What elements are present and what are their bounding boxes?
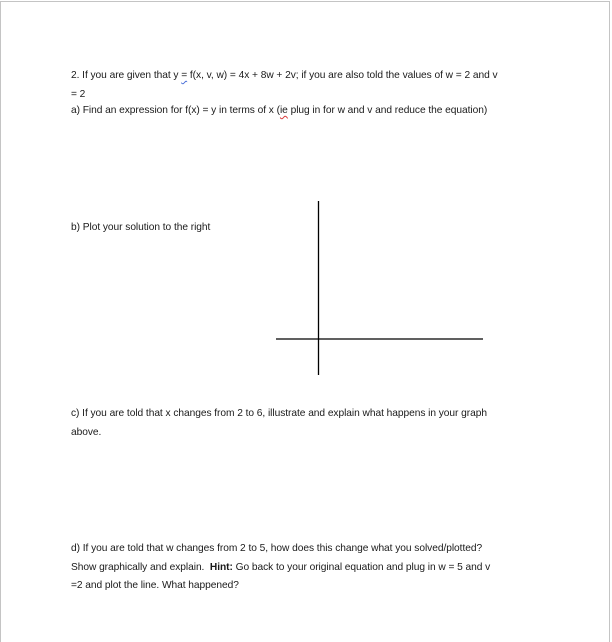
part-c: [71, 405, 541, 442]
part-b: [71, 219, 541, 238]
part-c-line-1: c) If you are told that x changes from 2 to 6, illustrate and explain what happens in your graph: [71, 408, 487, 419]
hint-label: Hint:: [209, 561, 233, 573]
spelling-flag-ie[interactable]: ie: [279, 105, 288, 116]
question-2: [71, 67, 541, 104]
part-d: [71, 540, 541, 596]
grammar-flag-equals[interactable]: =: [181, 70, 188, 81]
part-a-line: [71, 102, 541, 121]
question-2-equation: f(x, v, w) = 4x + 8w + 2v; if you are also told the values of w = 2 and v: [187, 70, 498, 81]
part-d-line-3: =2 and plot the line. What happened?: [71, 580, 239, 591]
part-a-text-after: plug in for w and v and reduce the equation): [287, 105, 488, 116]
question-2-line-2: = 2: [71, 88, 86, 100]
part-d-line-2: [71, 559, 541, 578]
part-a: [71, 102, 541, 121]
part-d-text-before-hint: Show graphically and explain.: [71, 561, 210, 573]
part-d-line-1: d) If you are told that w changes from 2 to 5, how does this change what you solved/plotted?: [71, 543, 483, 554]
question-2-prefix: 2. If you are given that y: [71, 70, 182, 81]
question-2-line-1: [71, 67, 541, 86]
part-a-text-before: a) Find an expression for f(x) = y in terms of x (: [71, 105, 280, 116]
part-b-text: b) Plot your solution to the right: [71, 222, 211, 233]
part-d-hint-text: Go back to your original equation and plug in w = 5 and v: [232, 561, 491, 573]
part-c-line-2: above.: [71, 426, 102, 438]
